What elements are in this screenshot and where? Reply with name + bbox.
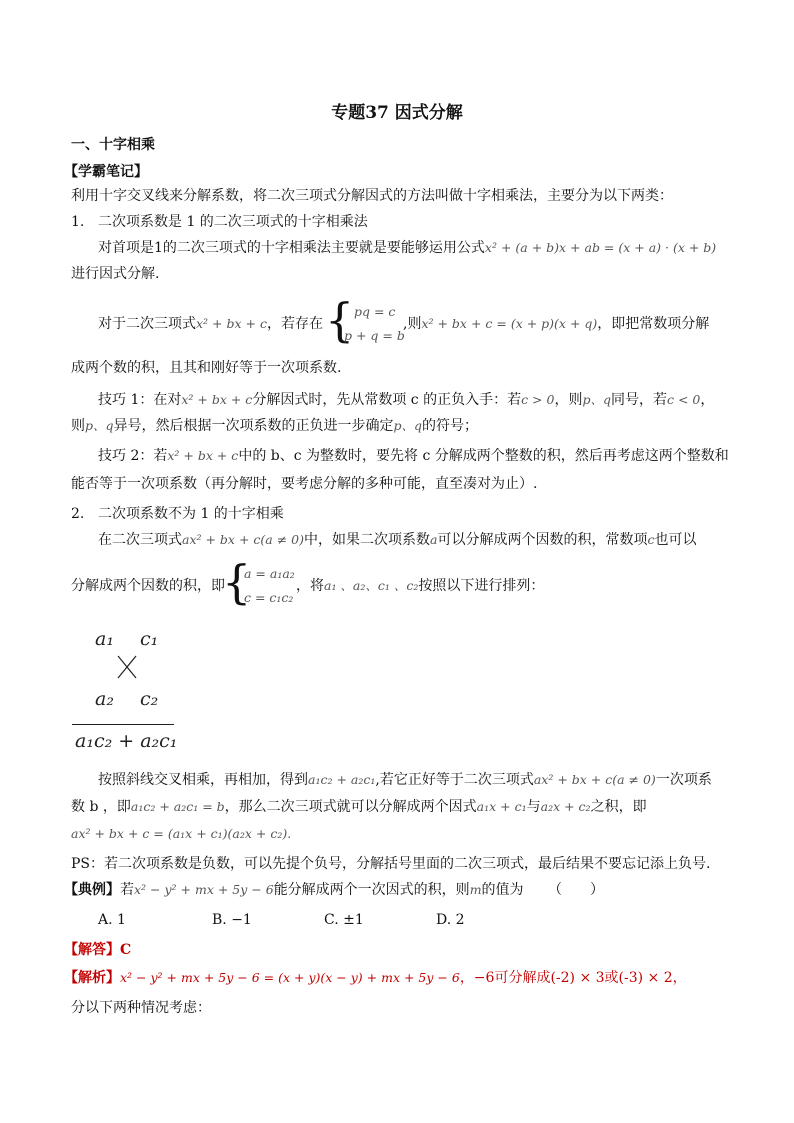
formula: x² − y² + mx + 5y − 6 = (x + y)(x − y) + mx + 5y − 6 [120, 970, 460, 985]
i2-p4-d: 之积，即 [590, 799, 647, 815]
i2-p4-a: 数 b ，即 [71, 799, 131, 815]
example-tag: 【典例】 [64, 882, 120, 898]
cross-a1: a₁ [95, 628, 114, 650]
cross-result: a₁c₂ + a₂c₁ [75, 730, 178, 752]
formula: a₁c₂ + a₂c₁ = b [130, 799, 225, 814]
example-question [64, 880, 524, 900]
analysis-line1 [64, 968, 687, 988]
i2-p1-b: 中，如果二次项系数 [304, 532, 430, 548]
item1-p2 [98, 314, 323, 334]
tip1-e: ， [700, 392, 715, 408]
answer-value: C [120, 942, 132, 958]
page-title: 专题37 因式分解 [331, 103, 463, 123]
option-label: A. [98, 912, 113, 928]
item1-paragraph-end: 进行因式分解. [71, 266, 160, 282]
item1-number: 1. [71, 214, 85, 230]
item1-p1-text: 对首项是1的二次三项式的十字相乘法主要就是要能够运用公式 [98, 240, 485, 256]
option-label: C. [324, 912, 339, 928]
tip1-l2-c: 的符号； [422, 418, 479, 434]
analysis-tag: 【解析】 [64, 970, 120, 986]
tip1-line1 [98, 390, 714, 410]
tip2-line2: 能否等于一次项系数（再分解时，要考虑分解的多种可能，直至凑对为止）. [71, 476, 538, 492]
item2-p1 [98, 530, 696, 550]
item2-p2-cont [296, 576, 544, 596]
cross-divider [72, 724, 174, 725]
option-label: B. [212, 912, 227, 928]
ps-note: PS：若二次项系数是负数，可以先提个负号，分解括号里面的二次三项式，最后结果不要忘记添上负号. [71, 856, 711, 872]
formula: x² − y² + mx + 5y − 6 [134, 882, 274, 897]
answer-line [64, 940, 131, 960]
option-b [212, 910, 252, 930]
notes-tag: 【学霸笔记】 [64, 164, 148, 180]
formula: c [647, 532, 655, 547]
ex-q-c: 的值为 [481, 882, 524, 898]
ex-q-b: 能分解成两个一次因式的积，则 [273, 882, 470, 898]
formula: a₁ 、a₂、c₁ 、c₂ [324, 578, 419, 593]
i2-p4-c: 与 [526, 799, 541, 815]
formula: a₁x + c₁ [476, 799, 527, 814]
formula: x² + (a + b)x + ab = (x + a) · (x + b) [484, 240, 717, 255]
system-eq-2: p + q = b [344, 328, 405, 343]
answer-paren: （ ） [548, 882, 604, 898]
formula: a [430, 532, 438, 547]
p2-text-c: ,则 [403, 316, 422, 332]
formula: ax² + bx + c(a ≠ 0) [533, 772, 656, 787]
system-eq-1: pq = c [354, 304, 396, 319]
formula: p、q [85, 418, 114, 433]
formula: ax² + bx + c(a ≠ 0) [182, 532, 304, 547]
tip1-l2-b: 异号，然后根据一次项系数的正负进一步确定 [113, 418, 394, 434]
i2-p1-c: 可以分解成两个因数的积，常数项 [437, 532, 648, 548]
cross-a2: a₂ [95, 688, 114, 710]
p2-text-b: ，若存在 [266, 316, 323, 332]
tip2-a: 技巧 2：若 [98, 448, 168, 464]
formula: x² + bx + c [196, 316, 267, 331]
item2-number: 2. [71, 506, 85, 522]
item2-p5-formula: ax² + bx + c = (a₁x + c₁)(a₂x + c₂). [71, 826, 292, 841]
option-value: −1 [231, 912, 252, 928]
intro-text: 利用十字交叉线来分解系数，将二次三项式分解因式的方法叫做十字相乘法，主要分为以下两类： [71, 188, 673, 204]
formula: a₂x + c₂ [540, 799, 591, 814]
system-brace: { [325, 293, 355, 347]
option-label: D. [436, 912, 452, 928]
option-value: 1 [117, 912, 126, 928]
item2-heading: 二次项系数不为 1 的十字相乘 [98, 506, 284, 522]
i2-p3-a: 按照斜线交叉相乘，再相加，得到 [98, 772, 308, 788]
item1-p2-cont [403, 314, 709, 334]
system-eq-2: c = c₁c₂ [244, 590, 294, 605]
cross-c1: c₁ [140, 628, 159, 650]
item2-p4 [71, 797, 647, 817]
ex-q-a: 若 [120, 882, 134, 898]
i2-p3-b: ,若它正好等于二次三项式 [375, 772, 534, 788]
item1-paragraph [98, 238, 716, 258]
tip2-line1 [98, 446, 729, 466]
section-heading: 一、十字相乘 [71, 137, 155, 153]
tip1-b: 分解因式时，先从常数项 c 的正负入手：若 [252, 392, 522, 408]
formula: p、q [582, 392, 611, 407]
option-value: 2 [455, 912, 465, 928]
cross-lines [116, 654, 138, 680]
option-value: ±1 [343, 912, 364, 928]
item1-heading: 二次项系数是 1 的二次三项式的十字相乘法 [98, 214, 368, 230]
option-c [324, 910, 364, 930]
p2-text-d: ，即把常数项分解 [597, 316, 710, 332]
formula: x² + bx + c [181, 392, 253, 407]
formula: a₁c₂ + a₂c₁ [308, 772, 376, 787]
option-d [436, 910, 465, 930]
tip1-a: 技巧 1：在对 [98, 392, 182, 408]
item1-p2-end: 成两个数的积，且其和刚好等于一次项系数. [71, 360, 342, 376]
i2-p2-b: ，将 [296, 578, 324, 594]
item2-p3 [98, 770, 712, 790]
tip1-l2-a: 则 [71, 418, 85, 434]
tip1-d: 同号，若 [610, 392, 667, 408]
formula: x² + bx + c = (x + p)(x + q) [421, 316, 598, 331]
analysis-text: ，−6可分解成(-2) × 3或(-3) × 2， [459, 970, 687, 986]
i2-p1-a: 在二次三项式 [98, 532, 182, 548]
i2-p3-c: 一次项系 [655, 772, 712, 788]
option-a [98, 910, 126, 930]
p2-text-a: 对于二次三项式 [98, 316, 196, 332]
formula: c > 0 [521, 392, 555, 407]
cross-c2: c₂ [140, 688, 159, 710]
formula: p、q [393, 418, 423, 433]
system-eq-1: a = a₁a₂ [244, 566, 295, 581]
i2-p2-c: 按照以下进行排列： [418, 578, 545, 594]
analysis-line2: 分以下两种情况考虑： [71, 1000, 211, 1016]
tip2-b: 中的 b、c 为整数时，要先将 c 分解成两个整数的积，然后再考虑这两个整数和 [238, 448, 729, 464]
i2-p1-d: 也可以 [654, 532, 697, 548]
formula: m [469, 882, 482, 897]
item2-p2: 分解成两个因数的积，即 [71, 578, 225, 594]
tip1-line2 [71, 416, 478, 436]
tip1-c: ，则 [554, 392, 583, 408]
i2-p4-b: ，那么二次三项式就可以分解成两个因式 [224, 799, 477, 815]
formula: x² + bx + c [167, 448, 239, 463]
system-brace: { [222, 555, 252, 609]
answer-tag: 【解答】 [64, 942, 120, 958]
formula: c < 0 [666, 392, 701, 407]
